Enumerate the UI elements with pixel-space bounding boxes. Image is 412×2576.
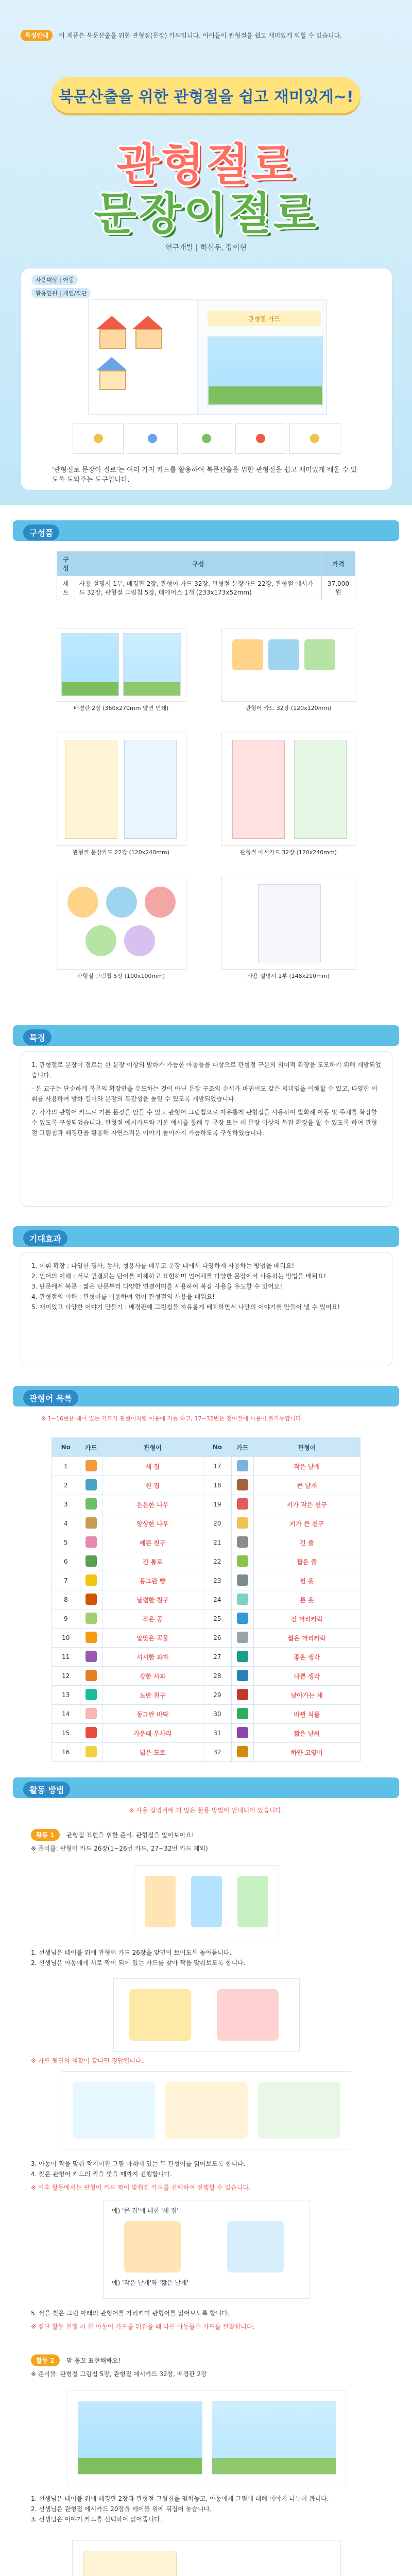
- label-manual: 사용 설명서 1부 (148x210mm): [247, 973, 330, 979]
- feature-1: 1. 관형절로 문장이 절로는 한 문장 이상의 발화가 가능한 아동들을 대상으로 관형절 구문의 의미적 확장을 도모하기 위해 개발되었습니다.: [31, 1061, 382, 1079]
- word-row: 7 동그란 빵 23 찐 옷: [52, 1571, 360, 1590]
- composition-images: [57, 629, 355, 999]
- step1-prep: ※ 준비물: 관형어 카드 26장(1~26번 카드, 27~32번 카드 제외): [31, 1845, 208, 1852]
- wth-2: 카드: [80, 1438, 102, 1457]
- word-row: 4 앙상한 나무 20 키가 큰 친구: [52, 1514, 360, 1533]
- features-box: [21, 1051, 392, 1207]
- features-header: [13, 1025, 399, 1046]
- background-board: [208, 336, 323, 405]
- th-2: 구성: [75, 552, 321, 576]
- background-board-img: [57, 629, 186, 702]
- step2-line-3: 3. 선생님은 이야기 카드를 선택하여 읽어줍니다.: [31, 2516, 162, 2523]
- label-picture-chips: 관형절 그림칩 5장 (100x100mm): [77, 973, 165, 979]
- word-row: 11 시시한 과자 27 좋은 생각: [52, 1648, 360, 1667]
- step1-line-3: ※ 카드 뒷면의 색깔이 같다면 정답입니다.: [31, 2057, 144, 2064]
- word-row: 16 넓은 도로 32 하얀 고양이: [52, 1743, 360, 1762]
- th-1: 구성: [57, 552, 75, 576]
- words-header: [13, 1386, 399, 1406]
- step1-line-1: 1. 선생님은 테이블 위에 관형어 카드 26장을 앞면이 보이도록 놓아둡니다.: [31, 1949, 232, 1956]
- top-text: 이 제품은 북문산출을 위한 관형절(문장) 카드입니다. 아이들이 관형절을 쉽고 재미있게 익힐 수 있습니다.: [59, 32, 342, 39]
- composition-header: [13, 520, 399, 541]
- word-card-icon: [85, 1479, 97, 1490]
- house-icon: [96, 357, 127, 388]
- product-illustration: [88, 299, 327, 415]
- word-cards-img: [221, 629, 356, 702]
- word-card-icon: [85, 1498, 97, 1510]
- title-line-1: 관형절로: [116, 139, 296, 191]
- sentence-cards-img: [57, 732, 186, 846]
- spec-pills: [31, 275, 94, 298]
- effect-1: 1. 어휘 확장 : 다양한 명사, 동사, 형용사를 배우고 문장 내에서 다양하게 사용하는 방법을 배워요!: [31, 1262, 295, 1269]
- wth-3: 관형어: [102, 1438, 203, 1457]
- thumbnail-strip: [73, 423, 340, 454]
- word-card-icon: [237, 1613, 248, 1624]
- effect-4: 4. 관형절의 이해 : 관형어를 이용하여 업어 관형절의 사용을 배워요!: [31, 1293, 215, 1300]
- word-card-icon: [85, 1613, 97, 1624]
- thumb: [289, 423, 340, 454]
- row-label: 세트: [57, 576, 75, 600]
- thumb: [73, 423, 124, 454]
- word-card-icon: [237, 1555, 248, 1567]
- step1-diagram-a: [134, 1865, 279, 1938]
- wth-1: No: [52, 1438, 80, 1457]
- word-card-icon: [237, 1670, 248, 1681]
- word-row: 2 헌 집 18 큰 날개: [52, 1476, 360, 1495]
- house-icon: [96, 316, 127, 347]
- effects-title: 기대효과: [23, 1230, 67, 1246]
- product-description: '관형절로 문장이 절로'는 여러 가지 카드를 활용하여 북문산출을 위한 관형절을 쉽고 재미있게 배울 수 있도록 도와주는 도구입니다.: [52, 466, 357, 484]
- step2-lines: [31, 2494, 381, 2524]
- word-card-icon: [85, 1727, 97, 1738]
- step1-tip: ※ 이후 활동에서는 관형어 카드 짝이 맞춰진 카드를 선택하여 진행할 수 있습니다.: [31, 2184, 251, 2191]
- step2-example-card: [72, 2540, 341, 2576]
- step2-badge: 활동 2: [31, 2354, 60, 2366]
- spec-target: 사용대상 | 아동: [31, 275, 78, 285]
- row-content: 사용 설명서 1부, 배경판 2장, 관형어 카드 32장, 관형절 문장카드 22장, 관형절 에서카드 32장, 관형절 그림칩 5장, 데에어스 1개 (233x173x52mm): [75, 576, 321, 600]
- word-card-icon: [237, 1727, 248, 1738]
- example-cards-img: [221, 732, 356, 846]
- word-card-icon: [85, 1574, 97, 1586]
- authors: 연구개발 | 허선우, 장이현: [165, 244, 247, 252]
- composition-title: 구성품: [23, 524, 59, 540]
- mini-card-label: 관형절 카드: [208, 311, 321, 326]
- row-price: 37,000원: [321, 576, 355, 600]
- effects-list: [31, 1261, 382, 1312]
- composition-table: [57, 551, 355, 600]
- word-row: 3 튼튼한 나무 19 키가 작은 친구: [52, 1495, 360, 1514]
- step1-hint: [31, 2056, 381, 2066]
- step1-diagram-c: [62, 2071, 351, 2149]
- effect-3: 3. 단문에서 복문 : 짧은 단문부터 다양한 연결어미를 사용하여 복잡 사용을 유도할 수 있어요!: [31, 1283, 283, 1290]
- howto-notice: ※ 사용 설명서에 더 많은 활용 방법이 안내되어 있습니다.: [129, 1807, 283, 1814]
- thumb: [235, 423, 286, 454]
- step1-after: [31, 2308, 381, 2332]
- step1-line-2: 2. 선생님은 아동에게 서로 짝이 되어 있는 카드를 찾아 짝을 맞춰보도록 합니다.: [31, 1959, 246, 1967]
- step2-prep: ※ 준비물: 관형절 그림칩 5장, 관형절 에시카드 32장, 배경판 2장: [31, 2370, 207, 2378]
- spec-group: 활용인원 | 개인/집단: [31, 288, 91, 298]
- top-note: [21, 30, 391, 41]
- picture-chips-img: [57, 876, 186, 970]
- word-card-icon: [237, 1632, 248, 1643]
- word-card-icon: [237, 1460, 248, 1471]
- word-card-icon: [237, 1517, 248, 1529]
- step1-badge: 활동 1: [31, 1829, 60, 1841]
- word-row: 8 날렵한 친구 24 튼 옷: [52, 1590, 360, 1609]
- effects-header: [13, 1226, 399, 1247]
- step2-line-2: 2. 선생님은 관형절 에시카드 20장을 테이블 위에 뒤집어 놓습니다.: [31, 2505, 212, 2513]
- step1-line-5: 4. 찾은 관형어 카드의 짝을 맞을 때까지 진행합니다.: [31, 2171, 172, 2178]
- thumb: [127, 423, 178, 454]
- house-icon: [132, 316, 163, 347]
- step2-board-a: [67, 2391, 346, 2484]
- word-card-icon: [85, 1708, 97, 1719]
- word-card-icon: [85, 1746, 97, 1757]
- words-table: [52, 1437, 360, 1762]
- step1-example-q: 예) '작은 날개'와 '짧은 날개': [112, 2279, 189, 2286]
- label-sentence-cards: 관형절 문장카드 22장 (120x240mm): [72, 849, 169, 856]
- step1-caution: ※ 집단 활동 진행 시 한 아동이 카드를 뒤집을 때 다른 아동들은 카드를 관찰합니다.: [31, 2323, 255, 2330]
- label-example-cards: 관형절 에서카드 32장 (120x240mm): [239, 849, 337, 856]
- word-card-icon: [85, 1555, 97, 1567]
- label-board: 배경판 2장 (360x270mm 양면 인쇄): [73, 705, 169, 711]
- thumb: [181, 423, 232, 454]
- step1-after-line: 5. 짝을 찾은 그림 아래의 관형어를 가리키며 관형어를 읽어보도록 합니다.: [31, 2310, 230, 2317]
- howto-title: 활동 방법: [23, 1782, 70, 1798]
- word-card-icon: [237, 1479, 248, 1490]
- word-row: 9 작은 공 25 긴 머리카락: [52, 1609, 360, 1629]
- word-card-icon: [85, 1689, 97, 1700]
- word-card-icon: [237, 1651, 248, 1662]
- word-row: 15 가운데 우사리 31 짧은 날씨: [52, 1724, 360, 1743]
- subtitle-ribbon: 북문산출을 위한 관형절을 쉽고 재미있게~!: [52, 77, 360, 113]
- features-title: 특징: [23, 1029, 52, 1045]
- step2-line-1: 1. 선생님은 테이블 위에 배경판 2장과 관형절 그림칩을 펼쳐놓고, 아동에게 그림에 대해 이야기 나누어 봅니다.: [31, 2495, 329, 2502]
- manual-img: [221, 876, 356, 970]
- step1-title: 관형절 표현을 위한 준비. 관형절을 알아보아요!: [66, 1832, 194, 1839]
- step1-more: [31, 2159, 381, 2193]
- word-card-icon: [85, 1517, 97, 1529]
- step1-diagram-b: [113, 1978, 300, 2052]
- step1-example-box: [103, 2200, 310, 2299]
- effect-2: 2. 언어의 이해 : 서로 연결되는 단어를 이해하고 표현하며 언어체를 다양한 문장에서 사용하는 방법을 배워요!: [31, 1273, 327, 1280]
- howto-header: [13, 1777, 399, 1798]
- step-2: [31, 2354, 381, 2378]
- word-row: 14 동그란 바닥 30 바뀐 식물: [52, 1705, 360, 1724]
- wth-5: 카드: [231, 1438, 253, 1457]
- word-card-icon: [85, 1651, 97, 1662]
- word-card-icon: [237, 1574, 248, 1586]
- word-card-icon: [237, 1498, 248, 1510]
- word-row: 12 강한 사과 28 나쁜 생각: [52, 1667, 360, 1686]
- effects-box: [21, 1252, 392, 1366]
- product-card: [21, 268, 392, 490]
- word-card-icon: [237, 1746, 248, 1757]
- step1-line-4: 3. 아동이 짝을 맞춰 짝지어진 그림 아래에 있는 두 관형어를 읽어보도록 합니다.: [31, 2160, 246, 2167]
- label-word-cards: 관형어 카드 32장 (120x120mm): [245, 705, 332, 711]
- word-row: 5 예쁜 친구 21 긴 줄: [52, 1533, 360, 1552]
- step1-lines: [31, 1947, 381, 1968]
- word-row: 6 긴 통로 22 짧은 줄: [52, 1552, 360, 1571]
- step2-title: 말 꽁꼬 표현해봐요!: [66, 2357, 121, 2364]
- title-line-2: 문장이절로: [94, 188, 318, 240]
- top-tag: 특징안내: [21, 30, 53, 41]
- step-1: [31, 1829, 381, 1853]
- effect-5: 5. 재미있고 다양한 이야기 만들기 : 배경판에 그림칩을 자유롭게 배치하면서 나만의 이야기를 만들어 낼 수 있어요!: [31, 1303, 340, 1311]
- words-title: 관형어 목록: [23, 1390, 78, 1406]
- word-card-icon: [85, 1632, 97, 1643]
- word-card-icon: [85, 1460, 97, 1471]
- word-card-icon: [85, 1536, 97, 1548]
- word-row: 1 새 집 17 작은 날개: [52, 1457, 360, 1476]
- word-row: 10 알맞은 곡물 26 짧은 머리카락: [52, 1629, 360, 1648]
- word-row: 13 노란 친구 29 날아가는 새: [52, 1686, 360, 1705]
- word-card-icon: [85, 1670, 97, 1681]
- feature-1-detail: - 본 교구는 단순하게 복문의 확장만을 유도하는 것이 아닌 문장 구조의 순서가 바뀌어도 같은 의미임을 이해할 수 있고, 다양한 어휘를 사용하여 발화 길이와 문장의 복잡성을 높일 수 있도록 개발되었습니다.: [31, 1085, 377, 1103]
- word-card-icon: [237, 1689, 248, 1700]
- words-note: ※ 1~16번은 제어 있는 카드가 관형어처럼 이용에 가능 하고, 17~32번은 전어절에 사용이 불가능합니다.: [41, 1415, 303, 1422]
- wth-6: 관형어: [253, 1438, 360, 1457]
- hero-section: [0, 0, 412, 505]
- wth-4: No: [203, 1438, 232, 1457]
- feature-2: 2. 각각의 관형어 카드로 기본 문장을 만들 수 있고 관형어 그림칩으로 자유롭게 관형절을 사용하여 발화해 아동 및 주체를 확장할 수 있도록 구성되었습니다. 관형절 에시카드와 기본 예시를 통해 두 문장 또는 세 문장 이상의 복잡 확장을 할 수 있도록 하여 관형절 그림칩과 배경판을 활용해 자연스러운 이야기 놀이까지 가능하도록 구성하였습니다.: [31, 1109, 377, 1137]
- word-card-icon: [237, 1594, 248, 1605]
- step1-example: 예) '큰 집'에 대한 '새 집': [112, 2207, 179, 2214]
- word-card-icon: [237, 1536, 248, 1548]
- word-card-icon: [237, 1708, 248, 1719]
- th-3: 가격: [321, 552, 355, 576]
- card-stack: [89, 300, 198, 414]
- word-card-icon: [85, 1594, 97, 1605]
